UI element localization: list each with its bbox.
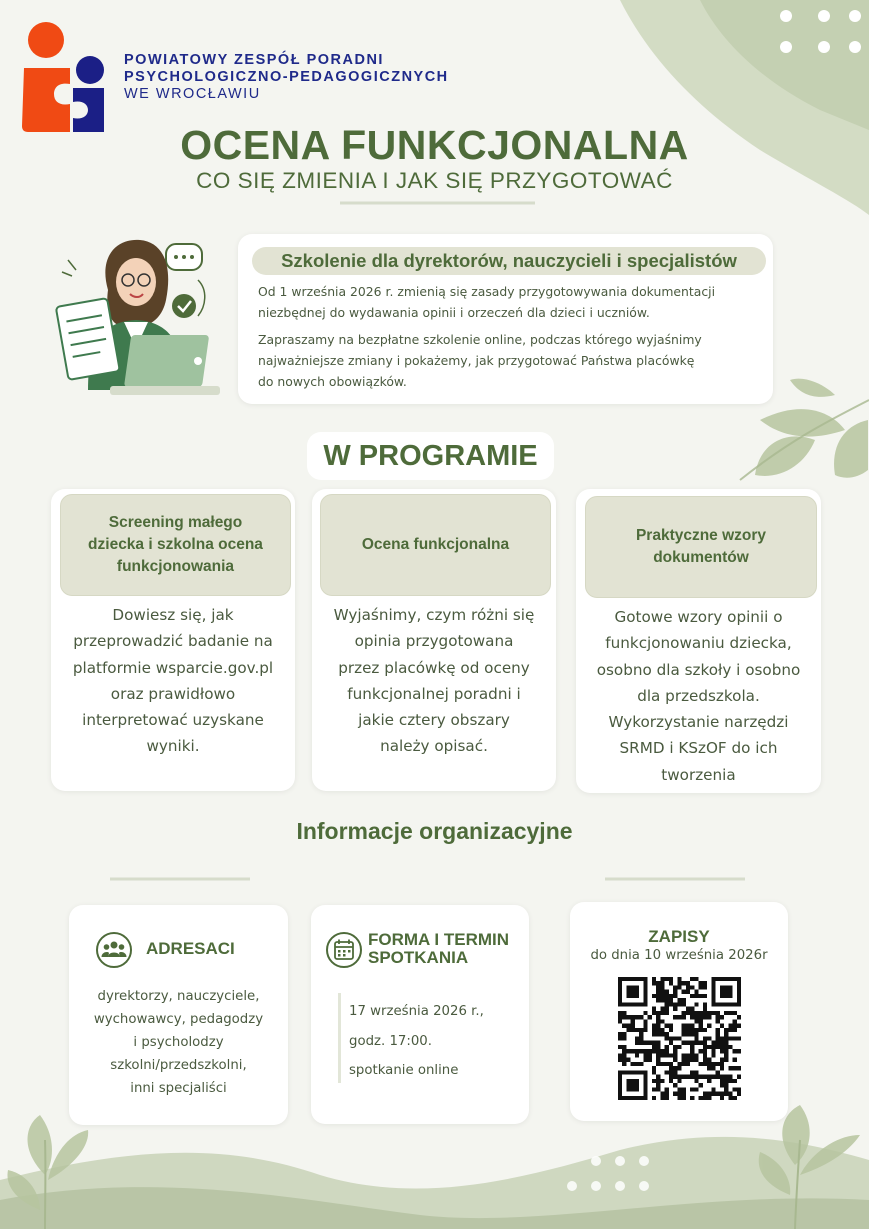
- form-title: [368, 931, 509, 967]
- program-3-body-line: SRMD i KSzOF do ich: [619, 739, 778, 758]
- form-title-line-2: SPOTKANIA: [368, 948, 469, 967]
- intro-p2-line-2: najważniejsze zmiany i pokażemy, jak przygotować Państwa placówkę: [258, 353, 695, 368]
- program-1-title-line-3: funkcjonowania: [116, 558, 235, 575]
- form-date: 17 września 2026 r.,: [349, 1004, 484, 1019]
- program-heading: W PROGRAMIE: [307, 432, 554, 480]
- form-time: godz. 17:00.: [349, 1034, 432, 1049]
- program-card-3-body: [576, 604, 821, 788]
- program-3-body-line: Wykorzystanie narzędzi: [608, 713, 789, 732]
- intro-p2-line-3: do nowych obowiązków.: [258, 374, 407, 389]
- program-3-body-line: tworzenia: [661, 765, 736, 784]
- program-card-3-title: [585, 496, 817, 598]
- program-3-body-line: dla przedszkola.: [637, 686, 760, 705]
- org-line-1: POWIATOWY ZESPÓŁ PORADNI: [124, 52, 384, 68]
- registration-deadline: do dnia 10 września 2026r: [590, 948, 768, 963]
- program-3-body-line: osobno dla szkoły i osobno: [596, 660, 801, 679]
- intro-p1-line-2: niezbędnej do wydawania opinii i orzeczeń dla dzieci i uczniów.: [258, 305, 650, 320]
- intro-p2-line-1: Zapraszamy na bezpłatne szkolenie online, podczas którego wyjaśnimy: [258, 332, 702, 347]
- form-title-line-1: FORMA I TERMIN: [368, 930, 510, 949]
- addressees-line: inni specjaliści: [130, 1081, 227, 1096]
- program-card-1-body: [51, 602, 295, 760]
- teacher-laptop-illustration: [48, 230, 233, 405]
- page-subtitle: CO SIĘ ZMIENIA I JAK SIĘ PRZYGOTOWAĆ: [196, 168, 673, 193]
- group-icon: [95, 931, 133, 969]
- program-3-body-line: funkcjonowaniu dziecka,: [605, 634, 792, 653]
- program-2-body-line: należy opisać.: [380, 737, 488, 756]
- logo-icon: [20, 22, 108, 134]
- form-mode: spotkanie online: [349, 1063, 459, 1078]
- program-1-body-line: interpretować uzyskane: [82, 711, 264, 730]
- intro-paragraph-2: [258, 329, 758, 392]
- organization-name: [124, 52, 449, 103]
- addressees-list: [69, 985, 288, 1100]
- program-1-body-line: oraz prawidłowo: [110, 684, 236, 703]
- form-divider: [338, 993, 341, 1083]
- program-3-title-line-2: dokumentów: [653, 549, 749, 566]
- program-card-1-title: [60, 494, 291, 596]
- addressees-line: wychowawcy, pedagodzy: [93, 1012, 264, 1027]
- info-heading: Informacje organizacyjne: [296, 818, 573, 844]
- qr-code-icon[interactable]: [618, 977, 741, 1100]
- program-1-body-line: wyniki.: [146, 737, 200, 756]
- calendar-icon: [325, 931, 363, 969]
- program-1-body-line: platformie wsparcie.gov.pl: [72, 658, 274, 677]
- addressees-title: ADRESACI: [146, 939, 235, 958]
- program-2-body-line: przez placówkę od oceny: [338, 658, 530, 677]
- org-line-2: PSYCHOLOGICZNO-PEDAGOGICZNYCH: [124, 69, 449, 85]
- program-card-2-title: [320, 494, 551, 596]
- page-title: OCENA FUNKCJONALNA: [180, 122, 689, 168]
- program-1-body-line: przeprowadzić badanie na: [73, 632, 273, 651]
- program-card-2-body: [312, 602, 556, 760]
- registration-title: ZAPISY: [648, 927, 710, 946]
- program-1-title-line-2: dziecka i szkolna ocena: [88, 536, 263, 553]
- program-2-body-line: jakie cztery obszary: [358, 711, 510, 730]
- program-2-body-line: Wyjaśnimy, czym różni się: [333, 606, 535, 624]
- intro-paragraph-1: [258, 281, 758, 323]
- addressees-line: szkolni/przedszkolni,: [110, 1058, 247, 1073]
- addressees-line: dyrektorzy, nauczyciele,: [97, 989, 260, 1004]
- intro-heading: Szkolenie dla dyrektorów, nauczycieli i specjalistów: [252, 247, 766, 275]
- addressees-line: i psycholodzy: [133, 1035, 224, 1050]
- org-line-3: WE WROCŁAWIU: [124, 86, 261, 102]
- intro-p1-line-1: Od 1 września 2026 r. zmienią się zasady przygotowywania dokumentacji: [258, 284, 716, 299]
- program-2-body-line: opinia przygotowana: [354, 632, 514, 651]
- program-1-body-line: Dowiesz się, jak: [112, 606, 234, 624]
- program-3-body-line: Gotowe wzory opinii o: [614, 608, 783, 626]
- program-3-title-line-1: Praktyczne wzory: [635, 527, 767, 544]
- program-1-title-line-1: Screening małego: [108, 514, 243, 531]
- program-2-title-line-1: Ocena funkcjonalna: [361, 536, 510, 553]
- program-2-body-line: funkcjonalnej poradni i: [347, 684, 521, 703]
